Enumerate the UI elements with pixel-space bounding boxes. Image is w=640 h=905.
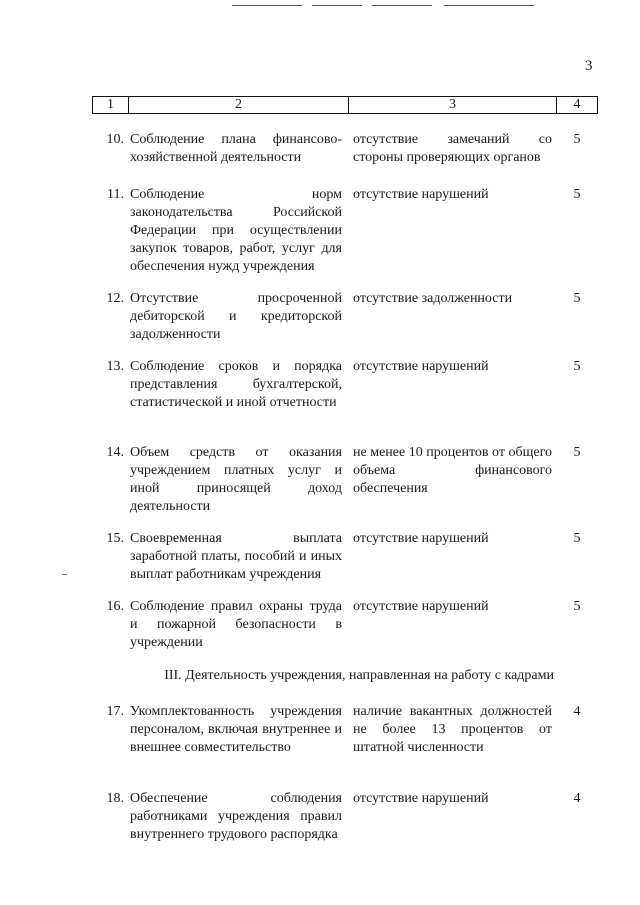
header-col-2: 2 bbox=[129, 97, 349, 113]
row-score: 5 bbox=[573, 359, 581, 374]
row-indicator: отсутствие нарушений bbox=[353, 531, 489, 546]
row-number: 11. bbox=[107, 187, 124, 202]
row-number: 13. bbox=[106, 359, 124, 374]
row-number: 17. bbox=[106, 704, 124, 719]
row-indicator: отсутствие нарушений bbox=[353, 187, 489, 202]
row-number: 10. bbox=[106, 132, 124, 147]
row-score: 5 bbox=[573, 599, 581, 614]
row-score: 4 bbox=[573, 704, 581, 719]
table-header bbox=[92, 96, 598, 114]
row-criterion: Соблюдение плана финансово-хозяйственной деятельности bbox=[130, 132, 342, 165]
top-rule bbox=[232, 5, 302, 6]
row-criterion: Соблюдение правил охраны труда и пожарной безопасности в учреждении bbox=[130, 599, 342, 650]
row-number: 16. bbox=[106, 599, 124, 614]
row-criterion: Укомплектованность учреждения персоналом, включая внутреннее и внешнее совместительство bbox=[130, 704, 342, 755]
row-score: 4 bbox=[573, 791, 581, 806]
header-col-4: 4 bbox=[573, 97, 581, 112]
row-criterion: Объем средств от оказания учреждением платных услуг и иной приносящей доход деятельности bbox=[130, 445, 342, 514]
section-heading: III. Деятельность учреждения, направленная на работу с кадрами bbox=[164, 668, 554, 683]
row-score: 5 bbox=[573, 132, 581, 147]
row-score: 5 bbox=[573, 445, 581, 460]
row-number: 15. bbox=[106, 531, 124, 546]
top-rule bbox=[312, 5, 362, 6]
scan-mark bbox=[62, 574, 67, 575]
row-indicator: не менее 10 процентов от общего объема финансового обеспечения bbox=[353, 445, 552, 496]
row-number: 12. bbox=[106, 291, 124, 306]
row-indicator: отсутствие нарушений bbox=[353, 359, 489, 374]
row-indicator: отсутствие нарушений bbox=[353, 791, 489, 806]
row-criterion: Соблюдение сроков и порядка представления бухгалтерской, статистической и иной отчетности bbox=[130, 359, 342, 410]
row-score: 5 bbox=[573, 531, 581, 546]
page-number: 3 bbox=[585, 58, 593, 74]
row-criterion: Своевременная выплата заработной платы, пособий и иных выплат работникам учреждения bbox=[130, 531, 342, 582]
row-indicator: отсутствие задолженности bbox=[353, 291, 513, 306]
top-rule bbox=[372, 5, 432, 6]
row-criterion: Обеспечение соблюдения работниками учреждения правил внутреннего трудового распорядка bbox=[130, 791, 342, 842]
row-number: 14. bbox=[106, 445, 124, 460]
row-criterion: Отсутствие просроченной дебиторской и кредиторской задолженности bbox=[130, 291, 342, 342]
row-score: 5 bbox=[573, 187, 581, 202]
row-indicator: отсутствие нарушений bbox=[353, 599, 489, 614]
row-indicator: наличие вакантных должностей не более 13 процентов от штатной численности bbox=[353, 704, 552, 755]
header-col-3: 3 bbox=[349, 97, 557, 113]
header-col-1: 1 bbox=[93, 97, 129, 113]
row-score: 5 bbox=[573, 291, 581, 306]
row-indicator: отсутствие замечаний со стороны проверяющих органов bbox=[353, 132, 552, 165]
row-number: 18. bbox=[106, 791, 124, 806]
top-rule bbox=[444, 5, 534, 6]
row-criterion: Соблюдение норм законодательства Российской Федерации при осуществлении закупок товаров, работ, услуг для обеспечения нужд учреждения bbox=[130, 187, 342, 274]
